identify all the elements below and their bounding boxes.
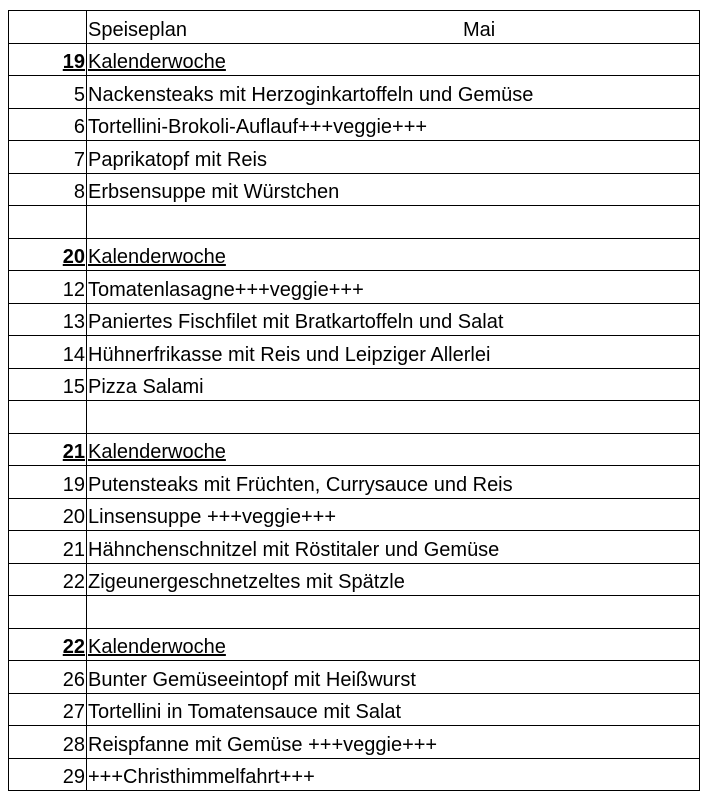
day-number: 5 [9,76,87,109]
meal-text: Zigeunergeschnetzeltes mit Spätzle [87,563,700,596]
meal-text: Pizza Salami [87,368,700,401]
day-number: 20 [9,498,87,531]
spacer-cell [9,401,87,434]
day-number: 26 [9,661,87,694]
day-number: 8 [9,173,87,206]
day-number: 14 [9,336,87,369]
spacer-row [9,596,700,629]
spacer-cell [87,596,700,629]
week-header-row [9,433,700,466]
day-row [9,303,700,336]
spacer-row [9,401,700,434]
day-row [9,726,700,759]
day-number: 19 [9,466,87,499]
day-number: 28 [9,726,87,759]
day-row [9,563,700,596]
meal-text: Nackensteaks mit Herzoginkartoffeln und Gemüse [87,76,700,109]
week-header-row [9,628,700,661]
meal-text: Linsensuppe +++veggie+++ [87,498,700,531]
menu-table-body [9,11,700,791]
day-number: 29 [9,758,87,791]
meal-text: Putensteaks mit Früchten, Currysauce und Reis [87,466,700,499]
spacer-cell [9,596,87,629]
meal-text: Hühnerfrikasse mit Reis und Leipziger Allerlei [87,336,700,369]
week-number: 20 [9,238,87,271]
day-number: 21 [9,531,87,564]
day-row [9,466,700,499]
day-number: 7 [9,141,87,174]
meal-text: Hähnchenschnitzel mit Röstitaler und Gemüse [87,531,700,564]
day-number: 12 [9,271,87,304]
menu-table [8,10,700,791]
day-row [9,531,700,564]
meal-text: Erbsensuppe mit Würstchen [87,173,700,206]
day-row [9,141,700,174]
spacer-cell [87,206,700,239]
week-label: Kalenderwoche [87,238,700,271]
day-row [9,271,700,304]
week-header-row [9,43,700,76]
day-number: 15 [9,368,87,401]
meal-text: +++Christhimmelfahrt+++ [87,758,700,791]
spacer-cell [9,206,87,239]
week-number: 22 [9,628,87,661]
day-number: 6 [9,108,87,141]
day-row [9,108,700,141]
day-number: 13 [9,303,87,336]
header-empty-cell [9,11,87,44]
spacer-cell [87,401,700,434]
day-number: 27 [9,693,87,726]
menu-title: Speiseplan [88,18,187,41]
day-number: 22 [9,563,87,596]
header-cell [87,11,700,44]
week-header-row [9,238,700,271]
week-number: 19 [9,43,87,76]
day-row [9,498,700,531]
day-row [9,758,700,791]
meal-text: Bunter Gemüseeintopf mit Heißwurst [87,661,700,694]
day-row [9,173,700,206]
meal-text: Paniertes Fischfilet mit Bratkartoffeln und Salat [87,303,700,336]
month-label: Mai [463,18,496,41]
week-label: Kalenderwoche [87,43,700,76]
meal-text: Reispfanne mit Gemüse +++veggie+++ [87,726,700,759]
week-label: Kalenderwoche [87,628,700,661]
day-row [9,368,700,401]
spacer-row [9,206,700,239]
day-row [9,661,700,694]
header-row [9,11,700,44]
week-label: Kalenderwoche [87,433,700,466]
meal-text: Tortellini-Brokoli-Auflauf+++veggie+++ [87,108,700,141]
day-row [9,76,700,109]
day-row [9,693,700,726]
day-row [9,336,700,369]
meal-text: Tortellini in Tomatensauce mit Salat [87,693,700,726]
meal-text: Paprikatopf mit Reis [87,141,700,174]
week-number: 21 [9,433,87,466]
meal-text: Tomatenlasagne+++veggie+++ [87,271,700,304]
